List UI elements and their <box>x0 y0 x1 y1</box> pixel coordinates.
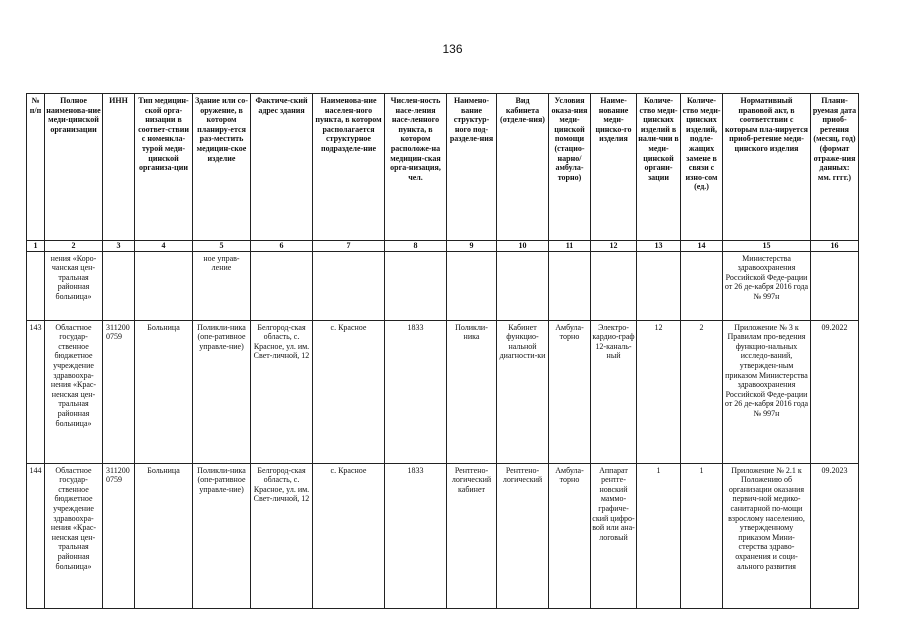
column-header: Количе-ство меди-цинских изделий в нали-чии в меди-цинской органи-зации <box>637 94 681 241</box>
table-cell: Электро-кардио-граф 12-каналь-ный <box>591 320 637 463</box>
table-row <box>27 251 859 320</box>
column-header: Фактиче-ский адрес здания <box>251 94 313 241</box>
column-number: 5 <box>193 241 251 252</box>
table-cell: 1833 <box>385 320 447 463</box>
table-cell: 1 <box>637 463 681 608</box>
table-body <box>27 251 859 608</box>
table-cell: 1 <box>681 463 723 608</box>
table-cell <box>313 251 385 320</box>
column-number: 13 <box>637 241 681 252</box>
table-row <box>27 463 859 608</box>
column-number: 3 <box>103 241 135 252</box>
table-cell: Кабинет функцио-нальной диагности-ки <box>497 320 549 463</box>
table-cell: Рентгено-логический кабинет <box>447 463 497 608</box>
column-header: Полное наименова-ние меди-цинской организации <box>45 94 103 241</box>
column-number: 10 <box>497 241 549 252</box>
equipment-table <box>26 93 859 609</box>
column-number: 12 <box>591 241 637 252</box>
column-header: Числен-ность насе-ления насе-ленного пункта, в котором расположе-на медицин-ская орга-низация, чел. <box>385 94 447 241</box>
table-cell <box>497 251 549 320</box>
table-cell: 143 <box>27 320 45 463</box>
table-cell: 311200 0759 <box>103 320 135 463</box>
table-cell: 09.2022 <box>811 320 859 463</box>
table-cell: Белгород-ская область, с. Красное, ул. им. Свет-личной, 12 <box>251 463 313 608</box>
table-cell <box>549 251 591 320</box>
table-cell: Аппарат рентге-новский маммо-графиче-ский цифро-вой или ана-логовый <box>591 463 637 608</box>
table-cell: Приложение № 3 к Правилам про-ведения функцио-нальных исследо-ваний, утвержден-ным приказом Министерства здравоохранения Российской Феде-рации от 26 де-кабря 2016 года № 997н <box>723 320 811 463</box>
column-header: Наимено-вание структур-ного под-разделе-ния <box>447 94 497 241</box>
column-header: ИНН <box>103 94 135 241</box>
table-cell: с. Красное <box>313 463 385 608</box>
table-cell <box>103 251 135 320</box>
table-cell <box>251 251 313 320</box>
table-cell <box>811 251 859 320</box>
column-number: 4 <box>135 241 193 252</box>
column-number: 7 <box>313 241 385 252</box>
table-cell: Поликли-ника <box>447 320 497 463</box>
column-header: Условия оказа-ния меди-цинской помощи (стацио-нарно/ амбула-торно) <box>549 94 591 241</box>
table-cell: нения «Коро-чанская цен-тральная районная больница» <box>45 251 103 320</box>
column-number: 16 <box>811 241 859 252</box>
table-cell: Больница <box>135 320 193 463</box>
table-cell: 311200 0759 <box>103 463 135 608</box>
column-header: № п/п <box>27 94 45 241</box>
column-number-row <box>27 241 859 252</box>
column-number: 11 <box>549 241 591 252</box>
table-cell: Рентгено-логический <box>497 463 549 608</box>
table-row <box>27 320 859 463</box>
table-cell: Амбула-торно <box>549 320 591 463</box>
table-cell <box>385 251 447 320</box>
column-number: 1 <box>27 241 45 252</box>
table-cell: 144 <box>27 463 45 608</box>
table-cell: Приложение № 2.1 к Положению об организации оказания первич-ной медико-санитарной по-мощи взрослому населению, утвержденному приказом Мини-стерства здраво-охранения и соци-ального развития <box>723 463 811 608</box>
table-cell <box>27 251 45 320</box>
table-cell: Больница <box>135 463 193 608</box>
column-header: Тип медицин-ской орга-низации в соответ-ствии с номенкла-турой меди-цинской организа-ции <box>135 94 193 241</box>
table-cell: 1833 <box>385 463 447 608</box>
table-cell: ное управ-ление <box>193 251 251 320</box>
table-cell: с. Красное <box>313 320 385 463</box>
table-cell: Белгород-ская область, с. Красное, ул. им. Свет-личной, 12 <box>251 320 313 463</box>
column-number: 6 <box>251 241 313 252</box>
column-header: Наименова-ние населен-ного пункта, в котором располагается структурное подразделе-ние <box>313 94 385 241</box>
table-cell <box>637 251 681 320</box>
table-cell: Областное государ-ственное бюджетное учреждение здравоохра-нения «Крас-ненская цен-тральная районная больница» <box>45 463 103 608</box>
column-header: Здание или со-оружение, в котором планиру-ется раз-местить медицин-ское изделие <box>193 94 251 241</box>
table-cell <box>447 251 497 320</box>
table-cell: Областное государ-ственное бюджетное учреждение здравоохра-нения «Крас-ненская цен-тральная районная больница» <box>45 320 103 463</box>
table-cell <box>591 251 637 320</box>
table-cell: 09.2023 <box>811 463 859 608</box>
column-header: Наиме-нование меди-цинско-го изделия <box>591 94 637 241</box>
table-cell <box>135 251 193 320</box>
table-cell: Поликли-ника (опе-ративное управле-ние) <box>193 320 251 463</box>
column-number: 8 <box>385 241 447 252</box>
column-number: 14 <box>681 241 723 252</box>
column-number: 2 <box>45 241 103 252</box>
column-header: Вид кабинета (отделе-ния) <box>497 94 549 241</box>
table-cell: Министерства здравоохранения Российской Феде-рации от 26 де-кабря 2016 года № 997н <box>723 251 811 320</box>
column-number: 9 <box>447 241 497 252</box>
table-cell: Поликли-ника (опе-ративное управле-ние) <box>193 463 251 608</box>
column-number: 15 <box>723 241 811 252</box>
table-cell: Амбула-торно <box>549 463 591 608</box>
column-header: Количе-ство меди-цинских изделий, подле-жащих замене в связи с изно-сом (ед.) <box>681 94 723 241</box>
column-header: Плани-руемая дата приоб-ретения (месяц, год) (формат отраже-ния данных: мм. гггг.) <box>811 94 859 241</box>
column-header: Нормативный правовой акт, в соответствии с которым пла-нируется приоб-ретение меди-цинского изделия <box>723 94 811 241</box>
page-number: 136 <box>442 42 463 56</box>
table-cell <box>681 251 723 320</box>
header-row <box>27 94 859 241</box>
table-cell: 2 <box>681 320 723 463</box>
table-cell: 12 <box>637 320 681 463</box>
